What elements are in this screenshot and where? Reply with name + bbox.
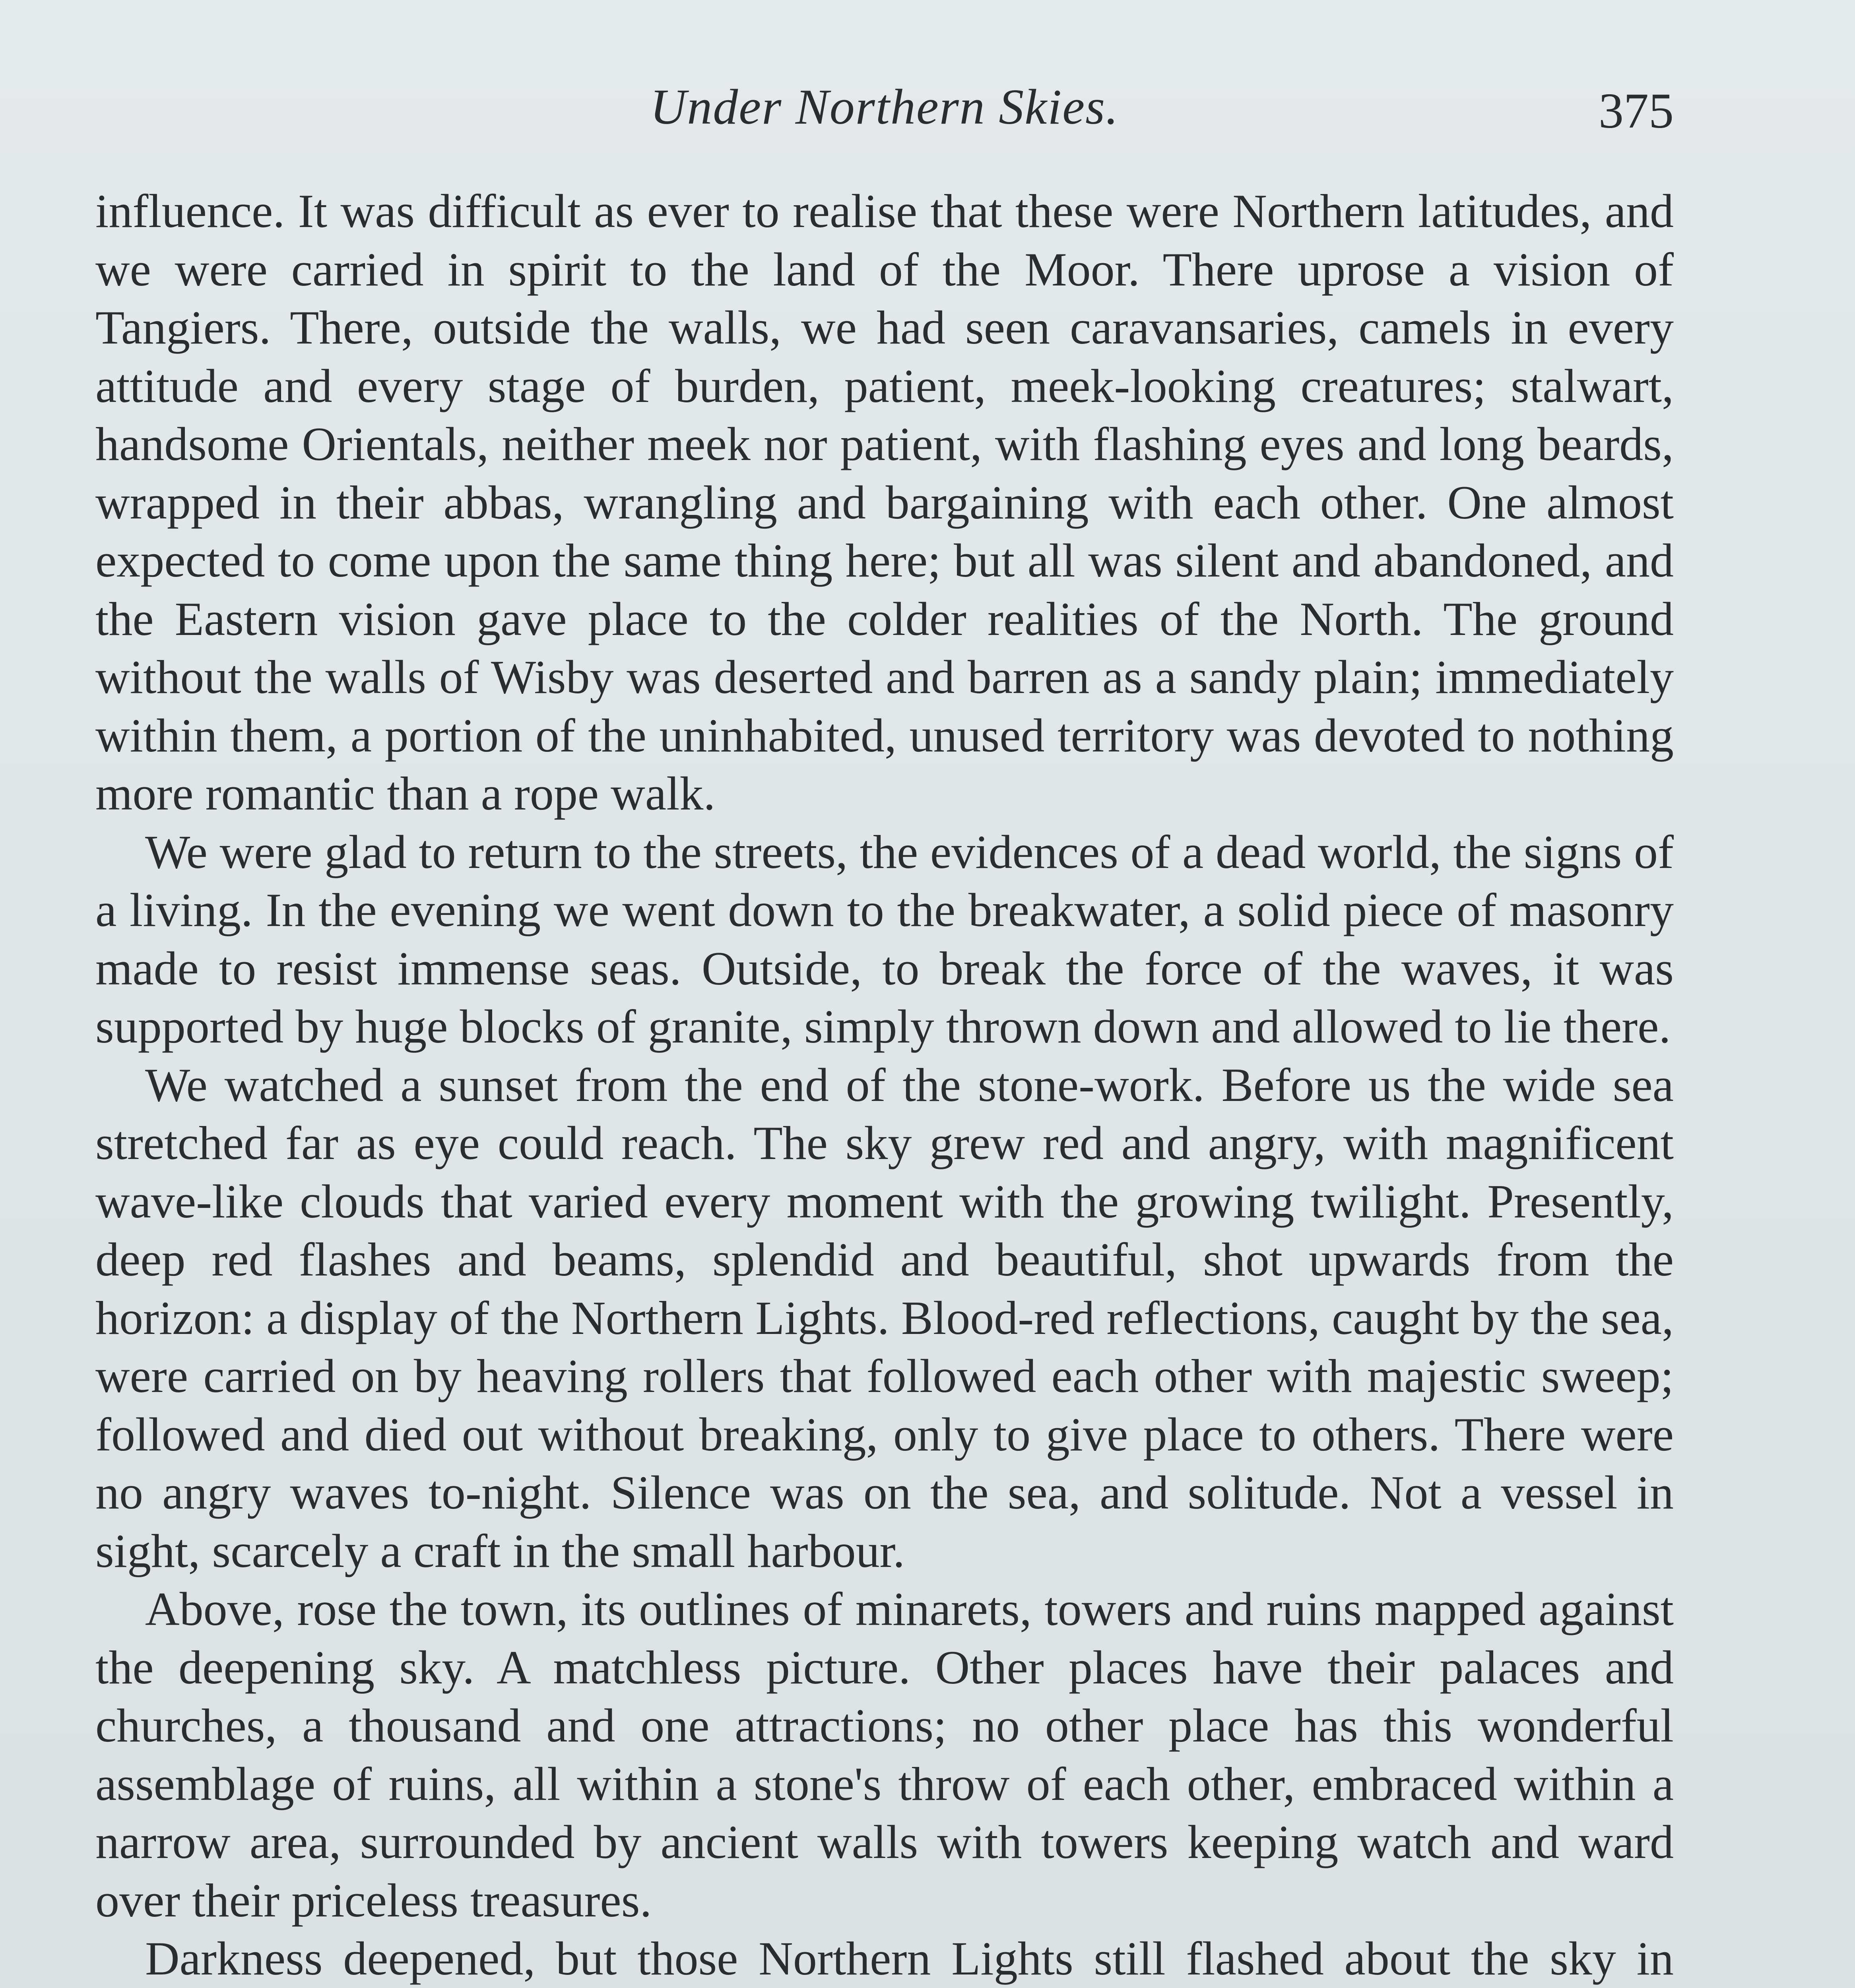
paragraph-4: Above, rose the town, its outlines of minarets, towers and ruins mapped against the deepening sky. A matchless picture. Other places have their palaces and churches, a thousand and one attractions; no other place has this wonderful assemblage of ruins, all within a stone's throw of each other, embraced within a narrow area, surrounded by ancient walls with towers keeping watch and ward over their priceless treasures. — [95, 1582, 1674, 1927]
body-text — [95, 182, 1674, 1988]
paragraph-1: influence. It was difficult as ever to realise that these were Northern latitudes, and we were carried in spirit to the land of the Moor. There uprose a vision of Tangiers. There, outside the walls, we had seen caravansaries, camels in every attitude and every stage of burden, patient, meek-looking creatures; stalwart, handsome Orientals, neither meek nor patient, with flashing eyes and long beards, wrapped in their abbas, wrangling and bargaining with each other. One almost expected to come upon the same thing here; but all was silent and abandoned, and the Eastern vision gave place to the colder realities of the North. The ground without the walls of Wisby was deserted and barren as a sandy plain; immediately within them, a portion of the uninhabited, unused territory was devoted to nothing more romantic than a rope walk. — [95, 184, 1674, 820]
paragraph-2: We were glad to return to the streets, the evidences of a dead world, the signs of a living. In the evening we went down to the breakwater, a solid piece of masonry made to resist immense seas. Outside, to break the force of the waves, it was supported by huge blocks of granite, simply thrown down and allowed to lie there. — [95, 825, 1674, 1053]
page-header — [95, 76, 1674, 147]
paragraph-5: Darkness deepened, but those Northern Lights still flashed about the sky in — [145, 1932, 1674, 1985]
paragraph-3: We watched a sunset from the end of the stone-work. Before us the wide sea stretched far as eye could reach. The sky grew red and angry, with magnificent wave-like clouds that varied every moment with the growing twilight. Presently, deep red flashes and beams, splendid and beautiful, shot upwards from the horizon: a display of the Northern Lights. Blood-red reflections, caught by the sea, were carried on by heaving rollers that followed each other with majestic sweep; followed and died out without breaking, only to give place to others. There were no angry waves to-night. Silence was on the sea, and solitude. Not a vessel in sight, scarcely a craft in the small harbour. — [95, 1058, 1674, 1577]
page-number: 375 — [1599, 83, 1674, 139]
running-title: Under Northern Skies. — [650, 80, 1119, 135]
